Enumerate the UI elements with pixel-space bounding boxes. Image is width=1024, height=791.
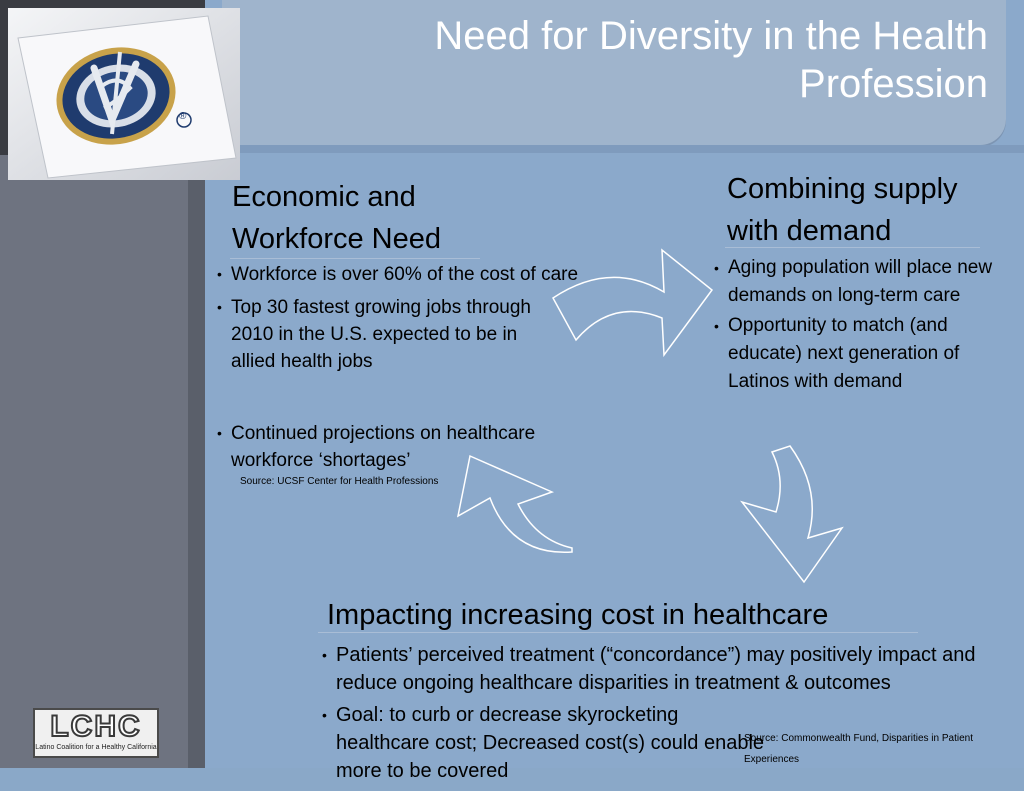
list-item (322, 701, 766, 785)
cost-source: Source: Commonwealth Fund, Disparities in Patient Experiences (744, 733, 973, 765)
economic-bullets (217, 261, 587, 381)
list-item (217, 294, 551, 375)
registered-mark: ® (179, 111, 187, 122)
bullet-text: Patients’ perceived treatment (“concordance”) may positively impact and reduce ongoing healthcare disparities in treatment & outcomes (336, 644, 976, 694)
bullet-text: Top 30 fastest growing jobs through 2010 in the U.S. expected to be in allied health jobs (231, 297, 531, 372)
bullet-text: Continued projections on healthcare workforce ‘shortages’ (231, 423, 536, 471)
list-item (322, 641, 1022, 697)
bullet-dot: • (217, 299, 222, 315)
bullet-dot: • (714, 260, 719, 276)
cost-heading-rule (318, 632, 918, 633)
bullet-dot: • (322, 647, 327, 663)
bullet-text: Opportunity to match (and educate) next generation of Latinos with demand (728, 315, 960, 392)
list-item (217, 420, 617, 474)
list-item (714, 254, 1014, 310)
bullet-dot: • (217, 266, 222, 282)
cycle-arrow-right (742, 446, 842, 582)
lchc-subtitle: Latino Coalition for a Healthy California (35, 744, 157, 751)
economic-heading-rule (230, 258, 480, 259)
slide-title: Need for Diversity in the Health Profession (434, 14, 988, 106)
lchc-logo (33, 708, 159, 758)
bullet-dot: • (217, 425, 222, 441)
supply-heading-rule (725, 247, 980, 248)
economic-source: Source: UCSF Center for Health Professions (240, 476, 439, 487)
list-item (714, 312, 1014, 396)
bullet-dot: • (322, 707, 327, 723)
bullet-text: Aging population will place new demands on long-term care (728, 257, 993, 306)
bullet-dot: • (714, 318, 719, 334)
supply-bullets (714, 254, 1014, 402)
economic-heading: Economic and Workforce Need (232, 181, 441, 255)
cost-heading: Impacting increasing cost in healthcare (327, 599, 829, 631)
supply-heading: Combining supply with demand (727, 173, 958, 247)
list-item (217, 261, 587, 288)
lchc-letters: LCHC (50, 710, 142, 743)
bullet-text: Workforce is over 60% of the cost of care (231, 264, 579, 285)
bullet-text: Goal: to curb or decrease skyrocketing healthcare cost; Decreased cost(s) could enable more to be covered (336, 704, 765, 782)
